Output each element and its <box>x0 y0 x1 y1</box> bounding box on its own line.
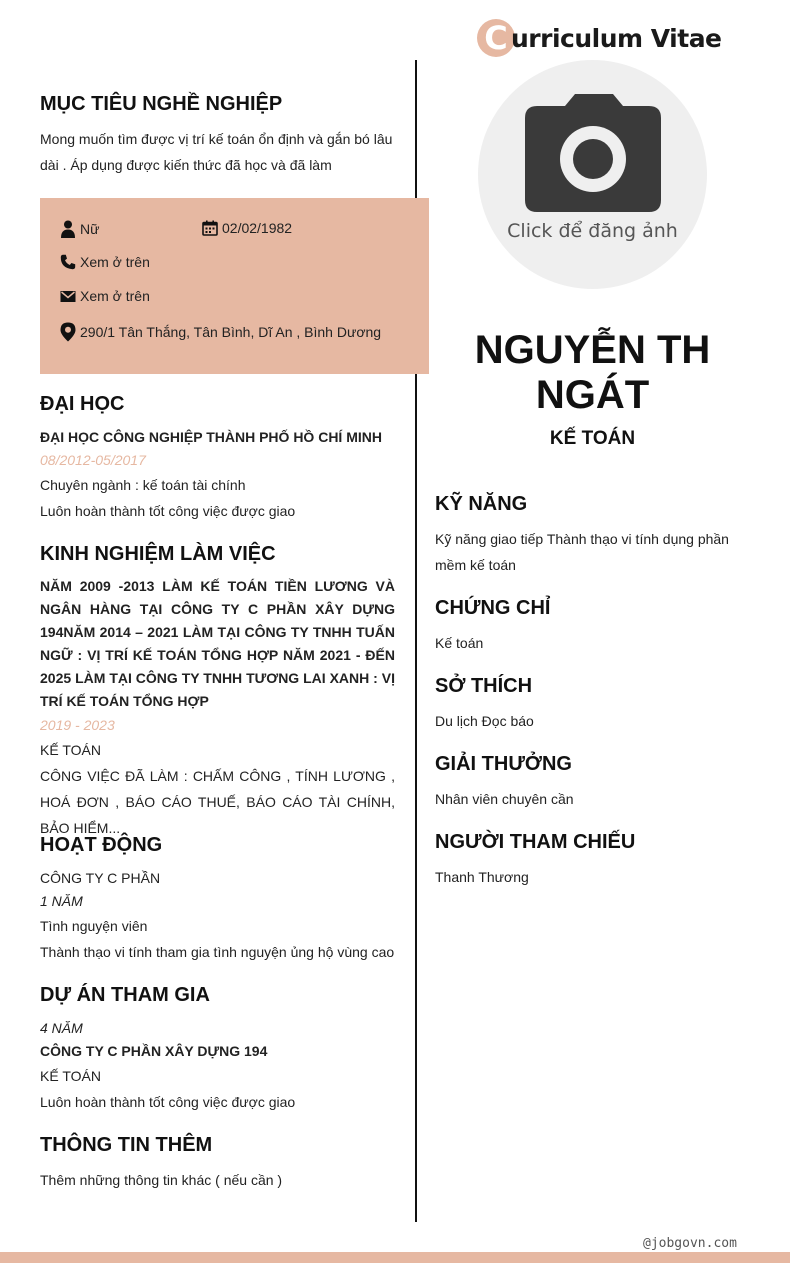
address-value: 290/1 Tân Thắng, Tân Bình, Dĩ An , Bình Dương <box>80 324 382 340</box>
dob-value: 02/02/1982 <box>222 220 293 236</box>
education-date: 08/2012-05/2017 <box>40 452 146 468</box>
projects-role: KẾ TOÁN <box>40 1068 101 1084</box>
references-heading: NGƯỜI THAM CHIẾU <box>435 831 636 853</box>
phone-item <box>60 254 150 270</box>
contact-info-box <box>40 198 429 374</box>
additional-info-text: Thêm những thông tin khác ( nếu cần ) <box>40 1172 283 1188</box>
candidate-name <box>435 328 750 418</box>
activities-description: Thành thạo vi tính tham gia tình nguyện ủng hộ vùng cao <box>40 944 395 960</box>
gender-item <box>60 220 99 238</box>
cv-logo <box>477 18 722 58</box>
dob-item <box>202 220 292 236</box>
location-pin-icon <box>60 322 76 342</box>
objective-heading: MỤC TIÊU NGHỀ NGHIỆP <box>40 93 283 115</box>
references-text: Thanh Thương <box>435 869 529 885</box>
photo-upload-label: Click để đăng ảnh <box>507 220 678 242</box>
address-item <box>60 322 381 342</box>
additional-info-heading: THÔNG TIN THÊM <box>40 1134 213 1156</box>
candidate-name-line2: NGÁT <box>535 373 650 417</box>
projects-duration: 4 NĂM <box>40 1020 83 1036</box>
certificates-heading: CHỨNG CHỈ <box>435 597 551 619</box>
experience-description: CÔNG VIỆC ĐÃ LÀM : CHẤM CÔNG , TÍNH LƯƠNG , HOÁ ĐƠN , BÁO CÁO THUẾ, BÁO CÁO TÀI CHÍNH, BẢO HIỂM... <box>40 768 395 836</box>
candidate-name-line1: NGUYỄN TH <box>474 328 711 372</box>
hobbies-text: Du lịch Đọc báo <box>435 713 534 729</box>
skills-heading: KỸ NĂNG <box>435 493 528 515</box>
experience-company: NĂM 2009 -2013 LÀM KẾ TOÁN TIỀN LƯƠNG VÀ NGÂN HÀNG TẠI CÔNG TY C PHẦN XÂY DỰNG 194NĂM 2014 – 2021 LÀM TẠI CÔNG TY TNHH TUẤN NGỮ : VỊ TRÍ KẾ TOÁN TỔNG HỢP NĂM 2021 - ĐẾN 2025 LÀM TẠI CÔNG TY TNHH TƯƠNG LAI XANH : VỊ TRÍ KẾ TOÁN TỔNG HỢP <box>40 578 395 709</box>
camera-icon <box>523 92 663 214</box>
education-heading: ĐẠI HỌC <box>40 393 125 415</box>
projects-description: Luôn hoàn thành tốt công việc được giao <box>40 1094 296 1110</box>
skills-text: Kỹ năng giao tiếp Thành thạo vi tính dụng phần mềm kế toán <box>435 531 729 573</box>
projects-company: CÔNG TY C PHẦN XÂY DỰNG 194 <box>40 1043 268 1059</box>
phone-value[interactable]: Xem ở trên <box>80 254 150 270</box>
hobbies-heading: SỞ THÍCH <box>435 675 533 697</box>
calendar-icon <box>202 220 218 236</box>
awards-heading: GIẢI THƯỞNG <box>435 753 572 775</box>
photo-upload[interactable] <box>478 60 707 289</box>
job-title: KẾ TOÁN <box>549 428 636 449</box>
activities-role: Tình nguyện viên <box>40 918 148 934</box>
education-major: Chuyên ngành : kế toán tài chính <box>40 477 246 493</box>
watermark: @jobgovn.com <box>643 1236 737 1251</box>
phone-icon <box>60 254 76 270</box>
activities-duration: 1 NĂM <box>40 893 83 909</box>
projects-heading: DỰ ÁN THAM GIA <box>40 984 210 1006</box>
person-icon <box>60 220 76 238</box>
certificates-text: Kế toán <box>435 635 484 651</box>
email-item <box>60 288 150 304</box>
email-value[interactable]: Xem ở trên <box>80 288 150 304</box>
activities-org: CÔNG TY C PHẦN <box>40 870 161 886</box>
logo-letter: C <box>477 19 515 57</box>
objective-text: Mong muốn tìm được vị trí kế toán ổn định và gắn bó lâu dài . Áp dụng được kiến thức đã học và đã làm <box>40 131 393 173</box>
experience-date: 2019 - 2023 <box>40 717 115 733</box>
awards-text: Nhân viên chuyên cần <box>435 791 574 807</box>
experience-position: KẾ TOÁN <box>40 742 101 758</box>
education-school: ĐẠI HỌC CÔNG NGHIỆP THÀNH PHỐ HỒ CHÍ MINH <box>40 429 382 445</box>
education-note: Luôn hoàn thành tốt công việc được giao <box>40 503 296 519</box>
logo-text: urriculum Vitae <box>511 23 722 53</box>
activities-heading: HOẠT ĐỘNG <box>40 834 163 856</box>
bottom-accent-bar <box>0 1252 790 1263</box>
envelope-icon <box>60 289 76 303</box>
experience-heading: KINH NGHIỆM LÀM VIỆC <box>40 543 276 565</box>
gender-value: Nữ <box>80 221 100 237</box>
